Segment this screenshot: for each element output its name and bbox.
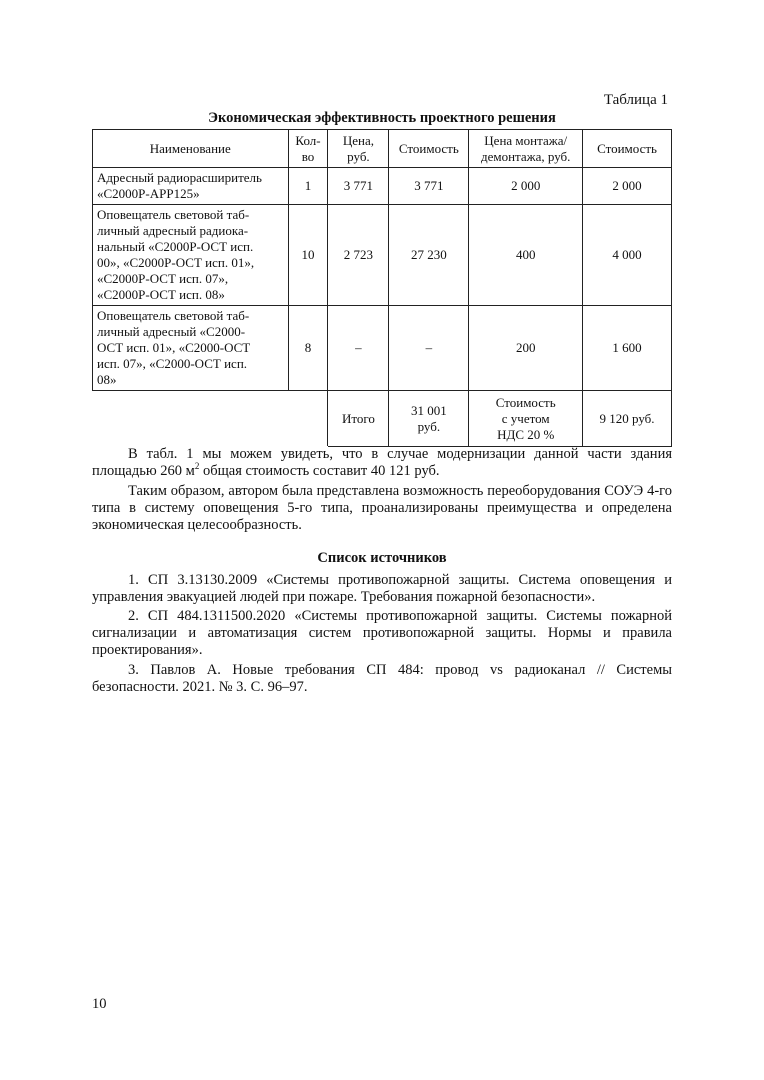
row-cost-2: 2 000 <box>583 168 672 205</box>
superscript-2: 2 <box>194 461 200 472</box>
paragraph-conclusion: Таким образом, автором была представлена возможность переоборудования СОУЭ 4-го типа в систему оповещения 5-го типа, проанализированы преимущества и определена экономическая целесообразность. <box>92 483 672 533</box>
total-amount: 31 001 руб. <box>389 391 469 447</box>
header-name: Наименование <box>93 130 289 168</box>
row-cost: 3 771 <box>389 168 469 205</box>
paragraph-table-summary: В табл. 1 мы можем увидеть, что в случае модернизации данной части здания площадью 260 $м^2$ общая стоимость составит 40 121 руб. <box>92 446 672 479</box>
header-price: Цена, руб. <box>328 130 389 168</box>
row-name: Оповещатель световой таб- личный адресный «С2000- ОСТ исп. 01», «С2000-ОСТ исп. 07», «С2000-ОСТ исп. 08» <box>93 306 289 391</box>
row-cost-2: 4 000 <box>583 205 672 306</box>
table-total-row <box>93 391 672 447</box>
economic-efficiency-table <box>92 129 672 447</box>
row-price: 2 723 <box>328 205 389 306</box>
row-install-price: 200 <box>469 306 583 391</box>
row-qty: 8 <box>288 306 328 391</box>
row-install-price: 2 000 <box>469 168 583 205</box>
sources-heading: Список источников <box>317 550 447 566</box>
row-install-price: 400 <box>469 205 583 306</box>
row-name: Адресный радиорасширитель «С2000Р-АРР125» <box>93 168 289 205</box>
table-row <box>93 205 672 306</box>
header-cost: Стоимость <box>389 130 469 168</box>
vat-amount: 9 120 руб. <box>583 391 672 447</box>
table-title: Экономическая эффективность проектного решения <box>208 110 556 126</box>
source-item-3: 3. Павлов А. Новые требования СП 484: провод vs радиоканал // Системы безопасности. 2021. № 3. С. 96–97. <box>92 662 672 695</box>
total-label: Итого <box>328 391 389 447</box>
table-header-row <box>93 130 672 168</box>
row-cost: 27 230 <box>389 205 469 306</box>
header-cost-2: Стоимость <box>583 130 672 168</box>
source-item-2: 2. СП 484.1311500.2020 «Системы противопожарной защиты. Системы пожарной сигнализации и автоматизация систем противопожарной защиты. Нормы и правила проектирования». <box>92 608 672 658</box>
vat-label: Стоимость с учетом НДС 20 % <box>469 391 583 447</box>
row-name: Оповещатель световой таб- личный адресный радиока- нальный «С2000Р-ОСТ исп. 00», «С2000Р-ОСТ исп. 01», «С2000Р-ОСТ исп. 07», «С2000Р-ОСТ исп. 08» <box>93 205 289 306</box>
table-row <box>93 168 672 205</box>
table-number: Таблица 1 <box>603 92 668 108</box>
table-row <box>93 306 672 391</box>
header-install-price: Цена монтажа/ демонтажа, руб. <box>469 130 583 168</box>
page-number: 10 <box>92 996 107 1012</box>
total-empty-cell <box>93 391 328 447</box>
row-cost: – <box>389 306 469 391</box>
row-cost-2: 1 600 <box>583 306 672 391</box>
source-item-1: 1. СП 3.13130.2009 «Системы противопожарной защиты. Система оповещения и управления эвакуацией людей при пожаре. Требования пожарной безопасности». <box>92 572 672 605</box>
row-price: 3 771 <box>328 168 389 205</box>
row-price: – <box>328 306 389 391</box>
row-qty: 1 <box>288 168 328 205</box>
row-qty: 10 <box>288 205 328 306</box>
header-qty: Кол- во <box>288 130 328 168</box>
